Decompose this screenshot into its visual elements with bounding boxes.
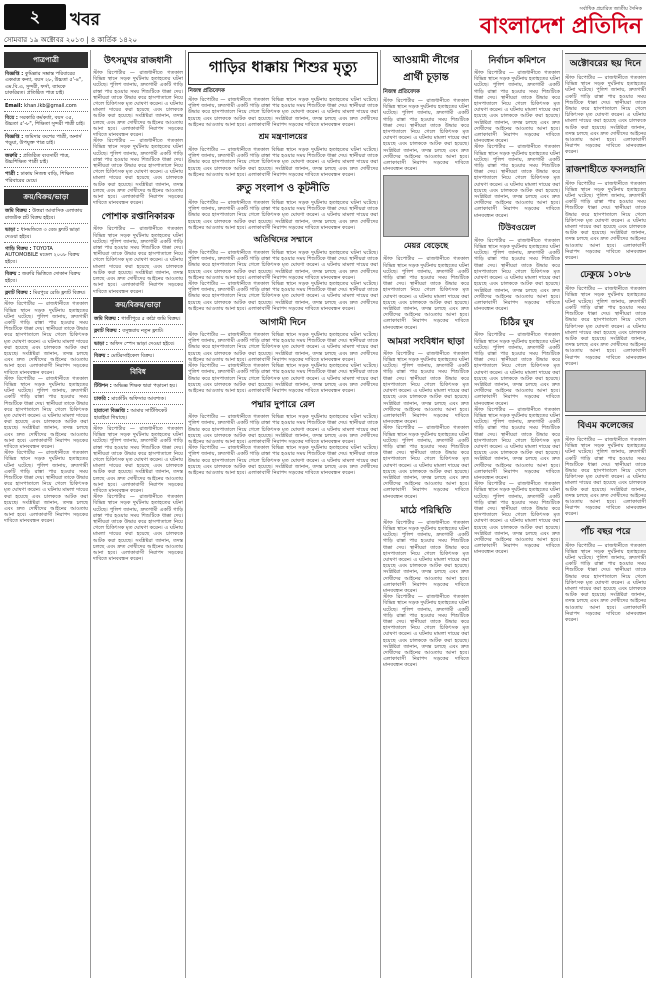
classified-ad-key: বিজ্ঞপ্তি : — [5, 71, 26, 77]
story-headline: রুতু সংলাপ ও কূটনীতি — [236, 183, 330, 195]
story-headline: পোশাক রপ্তানিকারক — [101, 212, 175, 223]
classified-ad-key: বিক্রয় : — [94, 352, 111, 359]
body-text: স্টাফ রিপোর্টার — রাজধানীতে গতকাল বিভিন্ন স্থানে সড়ক দুর্ঘটনায় হতাহতের ঘটনা ঘটেছে। পুলিশ জানায়, দ্রুতগামী একটি গাড়ি রাস্তা পার হওয়ার সময় শিশুটিকে ধাক্কা দেয়। স্থানীয়রা তাকে উদ্ধার করে হাসপাতালে নিয়ে গেলে চিকিৎসক মৃত ঘোষণা করেন। এ ঘটনায় মামলা দায়ের করা হয়েছে এবং চালককে আটক করা হয়েছে। সংশ্লিষ্টরা জানান, তদন্ত চলছে এবং দ্রুত দোষীদের আইনের আওতায় আনা হবে। এলাকাবাসী নিরাপদ সড়কের দাবিতে মানববন্ধন করেন। — [565, 436, 646, 518]
page-number: ২ — [4, 4, 66, 30]
body-text: স্টাফ রিপোর্টার — রাজধানীতে গতকাল বিভিন্ন স্থানে সড়ক দুর্ঘটনায় হতাহতের ঘটনা ঘটেছে। পুলিশ জানায়, দ্রুতগামী একটি গাড়ি রাস্তা পার হওয়ার সময় শিশুটিকে ধাক্কা দেয়। স্থানীয়রা তাকে উদ্ধার করে হাসপাতালে নিয়ে গেলে চিকিৎসক মৃত ঘোষণা করেন। এ ঘটনায় মামলা দায়ের করা হয়েছে এবং চালককে আটক করা হয়েছে। সংশ্লিষ্টরা জানান, তদন্ত চলছে এবং দ্রুত দোষীদের আইনের আওতায় আনা হবে। এলাকাবাসী নিরাপদ সড়কের দাবিতে মানববন্ধন করেন। — [383, 519, 469, 594]
column-divider — [562, 50, 563, 978]
dateline: সোমবার ১৯ অক্টোবর ২০১৩ | ৪ কার্তিক ১৪২০ — [4, 36, 138, 44]
middle-column — [383, 50, 469, 978]
classified-ad-key: ফ্ল্যাট বিক্রয় : — [5, 289, 34, 296]
classified-ad-text: উত্তরা আবাসিক এলাকায় রাজউক প্লট বিক্রয় হইবে। — [5, 208, 83, 221]
classified-ad — [4, 114, 88, 131]
body-text: স্টাফ রিপোর্টার — রাজধানীতে গতকাল বিভিন্ন স্থানে সড়ক দুর্ঘটনায় হতাহতের ঘটনা ঘটেছে। পুলিশ জানায়, দ্রুতগামী একটি গাড়ি রাস্তা পার হওয়ার সময় শিশুটিকে ধাক্কা দেয়। স্থানীয়রা তাকে উদ্ধার করে হাসপাতালে নিয়ে গেলে চিকিৎসক মৃত ঘোষণা করেন। এ ঘটনায় মামলা দায়ের করা হয়েছে এবং চালককে আটক করা হয়েছে। সংশ্লিষ্টরা জানান, তদন্ত চলছে এবং দ্রুত দোষীদের আইনের আওতায় আনা হবে। এলাকাবাসী নিরাপদ সড়কের দাবিতে মানববন্ধন করেন। — [474, 70, 560, 145]
classified-ad-text: মার্কেটিং অফিসার আবশ্যক। — [111, 395, 166, 402]
story-headline: আমরা সংবিধান ছাড়া — [387, 336, 465, 347]
classified-ad-key: বিয়ে : — [5, 115, 20, 122]
classified-ad-key: জমি বিক্রয় : — [5, 208, 33, 215]
classified-ad-text: জরুরি ভিত্তিতে দোকান বিক্রয় হইবে। — [5, 271, 81, 284]
classified-ad-text: জমিদার বংশের পাত্রী, অনার্স পড়ুয়া, উপযুক্ত পাত্র চাই। — [5, 133, 82, 147]
column-divider — [185, 50, 186, 978]
body-text: স্টাফ রিপোর্টার — রাজধানীতে গতকাল বিভিন্ন স্থানে সড়ক দুর্ঘটনায় হতাহতের ঘটনা ঘটেছে। পুলিশ জানায়, দ্রুতগামী একটি গাড়ি রাস্তা পার হওয়ার সময় শিশুটিকে ধাক্কা দেয়। স্থানীয়রা তাকে উদ্ধার করে হাসপাতালে নিয়ে গেলে চিকিৎসক মৃত ঘোষণা করেন। এ ঘটনায় মামলা দায়ের করা হয়েছে এবং চালককে আটক করা হয়েছে। সংশ্লিষ্টরা জানান, তদন্ত চলছে এবং দ্রুত দোষীদের আইনের আওতায় আনা হবে। এলাকাবাসী নিরাপদ সড়কের দাবিতে মানববন্ধন করেন। — [4, 301, 88, 376]
byline: নিজস্ব প্রতিবেদক — [188, 88, 225, 94]
classifieds-column-1 — [4, 50, 88, 978]
classified-ad-key: ফ্ল্যাট বিক্রয় : — [94, 328, 123, 335]
body-text: স্টাফ রিপোর্টার — রাজধানীতে গতকাল বিভিন্ন স্থানে সড়ক দুর্ঘটনায় হতাহতের ঘটনা ঘটেছে। পুলিশ জানায়, দ্রুতগামী একটি গাড়ি রাস্তা পার হওয়ার সময় শিশুটিকে ধাক্কা দেয়। স্থানীয়রা তাকে উদ্ধার করে হাসপাতালে নিয়ে গেলে চিকিৎসক মৃত ঘোষণা করেন। এ ঘটনায় মামলা দায়ের করা হয়েছে এবং চালককে আটক করা হয়েছে। সংশ্লিষ্টরা জানান, তদন্ত চলছে এবং দ্রুত দোষীদের আইনের আওতায় আনা হবে। এলাকাবাসী নিরাপদ সড়কের দাবিতে মানববন্ধন করেন। — [4, 375, 88, 451]
classified-ad-text: কুমিল্লার সম্ভ্রান্ত পরিবারের একমাত্র কন্যা, বয়স ২৮, উচ্চতা ৫'-৪", এম.বি.এ, সুন্দরী, ফর্সা, ব্যাংকে চাকরিরত। প্রতিষ্ঠিত পাত্র চাই। — [5, 71, 83, 97]
classified-ad — [93, 395, 183, 405]
body-text: স্টাফ রিপোর্টার — রাজধানীতে গতকাল বিভিন্ন স্থানে সড়ক দুর্ঘটনায় হতাহতের ঘটনা ঘটেছে। পুলিশ জানায়, দ্রুতগামী একটি গাড়ি রাস্তা পার হওয়ার সময় শিশুটিকে ধাক্কা দেয়। স্থানীয়রা তাকে উদ্ধার করে হাসপাতালে নিয়ে গেলে চিকিৎসক মৃত ঘোষণা করেন। এ ঘটনায় মামলা দায়ের করা হয়েছে এবং চালককে আটক করা হয়েছে। সংশ্লিষ্টরা জানান, তদন্ত চলছে এবং দ্রুত দোষীদের আইনের আওতায় আনা হবে। এলাকাবাসী নিরাপদ সড়কের দাবিতে মানববন্ধন করেন। — [188, 363, 378, 394]
classified-ad-key: বিজ্ঞপ্তি : — [5, 133, 26, 140]
classified-ad-text: প্রতিষ্ঠিত ব্যবসায়ী পাত্র, উচ্চশিক্ষিত পাত্রী চাই। — [5, 152, 70, 166]
body-text: স্টাফ রিপোর্টার — রাজধানীতে গতকাল বিভিন্ন স্থানে সড়ক দুর্ঘটনায় হতাহতের ঘটনা ঘটেছে। পুলিশ জানায়, দ্রুতগামী একটি গাড়ি রাস্তা পার হওয়ার সময় শিশুটিকে ধাক্কা দেয়। স্থানীয়রা তাকে উদ্ধার করে হাসপাতালে নিয়ে গেলে চিকিৎসক মৃত ঘোষণা করেন। এ ঘটনায় মামলা দায়ের করা হয়েছে এবং চালককে আটক করা হয়েছে। সংশ্লিষ্টরা জানান, তদন্ত চলছে এবং দ্রুত দোষীদের আইনের আওতায় আনা হবে। এলাকাবাসী নিরাপদ সড়কের দাবিতে মানববন্ধন করেন। — [383, 350, 469, 426]
classifieds-banner: ক্রয়/বিক্রয়/ভাড়া — [4, 189, 88, 205]
classified-ad-key: হারানো বিজ্ঞপ্তি : — [94, 408, 131, 415]
body-text: স্টাফ রিপোর্টার — রাজধানীতে গতকাল বিভিন্ন স্থানে সড়ক দুর্ঘটনায় হতাহতের ঘটনা ঘটেছে। পুলিশ জানায়, দ্রুতগামী একটি গাড়ি রাস্তা পার হওয়ার সময় শিশুটিকে ধাক্কা দেয়। স্থানীয়রা তাকে উদ্ধার করে হাসপাতালে নিয়ে গেলে চিকিৎসক মৃত ঘোষণা করেন। এ ঘটনায় মামলা দায়ের করা হয়েছে এবং চালককে আটক করা হয়েছে। সংশ্লিষ্টরা জানান, তদন্ত চলছে এবং দ্রুত দোষীদের আইনের আওতায় আনা হবে। এলাকাবাসী নিরাপদ সড়কের দাবিতে মানববন্ধন করেন। — [383, 256, 469, 331]
story-headline: মাঠে পরিস্থিতি — [400, 505, 452, 516]
classified-ad — [93, 340, 183, 350]
body-text: স্টাফ রিপোর্টার — রাজধানীতে গতকাল বিভিন্ন স্থানে সড়ক দুর্ঘটনায় হতাহতের ঘটনা ঘটেছে। পুলিশ জানায়, দ্রুতগামী একটি গাড়ি রাস্তা পার হওয়ার সময় শিশুটিকে ধাক্কা দেয়। স্থানীয়রা তাকে উদ্ধার করে হাসপাতালে নিয়ে গেলে চিকিৎসক মৃত ঘোষণা করেন। এ ঘটনায় মামলা দায়ের করা হয়েছে এবং চালককে আটক করা হয়েছে। সংশ্লিষ্টরা জানান, তদন্ত চলছে এবং দ্রুত দোষীদের আইনের আওতায় আনা হবে। এলাকাবাসী নিরাপদ সড়কের দাবিতে মানববন্ধন করেন। — [188, 97, 378, 128]
lead-headline: গাড়ির ধাক্কায় শিশুর মৃত্যু — [188, 52, 378, 85]
classified-ad — [93, 327, 183, 337]
body-text: স্টাফ রিপোর্টার — রাজধানীতে গতকাল বিভিন্ন স্থানে সড়ক দুর্ঘটনায় হতাহতের ঘটনা ঘটেছে। পুলিশ জানায়, দ্রুতগামী একটি গাড়ি রাস্তা পার হওয়ার সময় শিশুটিকে ধাক্কা দেয়। স্থানীয়রা তাকে উদ্ধার করে হাসপাতালে নিয়ে গেলে চিকিৎসক মৃত ঘোষণা করেন। এ ঘটনায় মামলা দায়ের করা হয়েছে এবং চালককে আটক করা হয়েছে। সংশ্লিষ্টরা জানান, তদন্ত চলছে এবং দ্রুত দোষীদের আইনের আওতায় আনা হবে। এলাকাবাসী নিরাপদ সড়কের দাবিতে মানববন্ধন করেন। — [93, 70, 183, 139]
section-title: খবর — [70, 10, 100, 30]
classified-ad-key: জমি বিক্রয় : — [94, 315, 122, 322]
classified-ad-key: ভাড়া : — [5, 227, 21, 234]
classified-ad-text: আমার সার্টিফিকেট হারাইয়া গিয়াছে। — [94, 408, 168, 421]
classified-ad-text: অফিস স্পেস ভাড়া দেওয়া হইবে। — [109, 340, 175, 347]
body-text: স্টাফ রিপোর্টার — রাজধানীতে গতকাল বিভিন্ন স্থানে সড়ক দুর্ঘটনায় হতাহতের ঘটনা ঘটেছে। পুলিশ জানায়, দ্রুতগামী একটি গাড়ি রাস্তা পার হওয়ার সময় শিশুটিকে ধাক্কা দেয়। স্থানীয়রা তাকে উদ্ধার করে হাসপাতালে নিয়ে গেলে চিকিৎসক মৃত ঘোষণা করেন। এ ঘটনায় মামলা দায়ের করা হয়েছে এবং চালককে আটক করা হয়েছে। সংশ্লিষ্টরা জানান, তদন্ত চলছে এবং দ্রুত দোষীদের আইনের আওতায় আনা হবে। এলাকাবাসী নিরাপদ সড়কের দাবিতে মানববন্ধন করেন। — [474, 481, 560, 556]
classified-ad — [4, 102, 88, 112]
body-text: স্টাফ রিপোর্টার — রাজধানীতে গতকাল বিভিন্ন স্থানে সড়ক দুর্ঘটনায় হতাহতের ঘটনা ঘটেছে। পুলিশ জানায়, দ্রুতগামী একটি গাড়ি রাস্তা পার হওয়ার সময় শিশুটিকে ধাক্কা দেয়। স্থানীয়রা তাকে উদ্ধার করে হাসপাতালে নিয়ে গেলে চিকিৎসক মৃত ঘোষণা করেন। এ ঘটনায় মামলা দায়ের করা হয়েছে এবং চালককে আটক করা হয়েছে। সংশ্লিষ্টরা জানান, তদন্ত চলছে এবং দ্রুত দোষীদের আইনের আওতায় আনা হবে। এলাকাবাসী নিরাপদ সড়কের দাবিতে মানববন্ধন করেন। — [474, 332, 560, 407]
classified-ad — [4, 270, 88, 287]
masthead — [4, 4, 646, 44]
classifieds-column-2 — [93, 50, 183, 978]
classified-ad-key: জরুরি : — [5, 152, 23, 159]
classified-ad — [4, 170, 88, 187]
subheadline: অতিথিদের সম্মানে — [253, 235, 313, 245]
body-text: স্টাফ রিপোর্টার — রাজধানীতে গতকাল বিভিন্ন স্থানে সড়ক দুর্ঘটনায় হতাহতের ঘটনা ঘটেছে। পুলিশ জানায়, দ্রুতগামী একটি গাড়ি রাস্তা পার হওয়ার সময় শিশুটিকে ধাক্কা দেয়। স্থানীয়রা তাকে উদ্ধার করে হাসপাতালে নিয়ে গেলে চিকিৎসক মৃত ঘোষণা করেন। এ ঘটনায় মামলা দায়ের করা হয়েছে এবং চালককে আটক করা হয়েছে। সংশ্লিষ্টরা জানান, তদন্ত চলছে এবং দ্রুত দোষীদের আইনের আওতায় আনা হবে। এলাকাবাসী নিরাপদ সড়কের দাবিতে মানববন্ধন করেন। — [474, 237, 560, 313]
classified-ad-text: বসুন্ধরায় নতুন ফ্ল্যাট। — [122, 328, 164, 335]
body-text: স্টাফ রিপোর্টার — রাজধানীতে গতকাল বিভিন্ন স্থানে সড়ক দুর্ঘটনায় হতাহতের ঘটনা ঘটেছে। পুলিশ জানায়, দ্রুতগামী একটি গাড়ি রাস্তা পার হওয়ার সময় শিশুটিকে ধাক্কা দেয়। স্থানীয়রা তাকে উদ্ধার করে হাসপাতালে নিয়ে গেলে চিকিৎসক মৃত ঘোষণা করেন। এ ঘটনায় মামলা দায়ের করা হয়েছে এবং চালককে আটক করা হয়েছে। সংশ্লিষ্টরা জানান, তদন্ত চলছে এবং দ্রুত দোষীদের আইনের আওতায় আনা হবে। এলাকাবাসী নিরাপদ সড়কের দাবিতে মানববন্ধন করেন। — [565, 542, 646, 623]
story-headline: আগামী দিনে — [259, 318, 306, 329]
story-headline: উৎসমুখর রাজধানী — [104, 56, 172, 66]
classified-ad — [93, 315, 183, 325]
column-divider — [380, 50, 381, 978]
logo-title: বাংলাদেশ প্রতিদিন — [479, 13, 642, 39]
classified-ad — [93, 407, 183, 424]
classified-ad-text: মিরপুরে রেডি ফ্ল্যাট বিক্রয়। — [33, 289, 86, 296]
far-right-column — [565, 50, 646, 978]
body-text: স্টাফ রিপোর্টার — রাজধানীতে গতকাল বিভিন্ন স্থানে সড়ক দুর্ঘটনায় হতাহতের ঘটনা ঘটেছে। পুলিশ জানায়, দ্রুতগামী একটি গাড়ি রাস্তা পার হওয়ার সময় শিশুটিকে ধাক্কা দেয়। স্থানীয়রা তাকে উদ্ধার করে হাসপাতালে নিয়ে গেলে চিকিৎসক মৃত ঘোষণা করেন। এ ঘটনায় মামলা দায়ের করা হয়েছে এবং চালককে আটক করা হয়েছে। সংশ্লিষ্টরা জানান, তদন্ত চলছে এবং দ্রুত দোষীদের আইনের আওতায় আনা হবে। এলাকাবাসী নিরাপদ সড়কের দাবিতে মানববন্ধন করেন। — [383, 98, 469, 173]
classified-ad — [93, 352, 183, 362]
subheadline: শ্রম মন্ত্রণালয়ের — [258, 132, 308, 142]
body-text: স্টাফ রিপোর্টার — রাজধানীতে গতকাল বিভিন্ন স্থানে সড়ক দুর্ঘটনায় হতাহতের ঘটনা ঘটেছে। পুলিশ জানায়, দ্রুতগামী একটি গাড়ি রাস্তা পার হওয়ার সময় শিশুটিকে ধাক্কা দেয়। স্থানীয়রা তাকে উদ্ধার করে হাসপাতালে নিয়ে গেলে চিকিৎসক মৃত ঘোষণা করেন। এ ঘটনায় মামলা দায়ের করা হয়েছে এবং চালককে আটক করা হয়েছে। সংশ্লিষ্টরা জানান, তদন্ত চলছে এবং দ্রুত দোষীদের আইনের আওতায় আনা হবে। এলাকাবাসী নিরাপদ সড়কের দাবিতে মানববন্ধন করেন। — [188, 414, 378, 445]
classified-ad-key: টিউশন : — [94, 383, 114, 390]
classified-ad-text: গাজীপুরে ৫ কাঠা জমি বিক্রয়। — [121, 315, 181, 322]
story-headline: আওয়ামী লীগের প্রার্থী চূড়ান্ত — [392, 55, 460, 83]
body-text: স্টাফ রিপোর্টার — রাজধানীতে গতকাল বিভিন্ন স্থানে সড়ক দুর্ঘটনায় হতাহতের ঘটনা ঘটেছে। পুলিশ জানায়, দ্রুতগামী একটি গাড়ি রাস্তা পার হওয়ার সময় শিশুটিকে ধাক্কা দেয়। স্থানীয়রা তাকে উদ্ধার করে হাসপাতালে নিয়ে গেলে চিকিৎসক মৃত ঘোষণা করেন। এ ঘটনায় মামলা দায়ের করা হয়েছে এবং চালককে আটক করা হয়েছে। সংশ্লিষ্টরা জানান, তদন্ত চলছে এবং দ্রুত দোষীদের আইনের আওতায় আনা হবে। এলাকাবাসী নিরাপদ সড়কের দাবিতে মানববন্ধন করেন। — [93, 138, 183, 207]
body-text: স্টাফ রিপোর্টার — রাজধানীতে গতকাল বিভিন্ন স্থানে সড়ক দুর্ঘটনায় হতাহতের ঘটনা ঘটেছে। পুলিশ জানায়, দ্রুতগামী একটি গাড়ি রাস্তা পার হওয়ার সময় শিশুটিকে ধাক্কা দেয়। স্থানীয়রা তাকে উদ্ধার করে হাসপাতালে নিয়ে গেলে চিকিৎসক মৃত ঘোষণা করেন। এ ঘটনায় মামলা দায়ের করা হয়েছে এবং চালককে আটক করা হয়েছে। সংশ্লিষ্টরা জানান, তদন্ত চলছে এবং দ্রুত দোষীদের আইনের আওতায় আনা হবে। এলাকাবাসী নিরাপদ সড়কের দাবিতে মানববন্ধন করেন। — [93, 494, 183, 563]
classified-ad-text: অভিজ্ঞ শিক্ষক দ্বারা পড়ানো হয়। — [113, 383, 177, 390]
body-text: স্টাফ রিপোর্টার — রাজধানীতে গতকাল বিভিন্ন স্থানে সড়ক দুর্ঘটনায় হতাহতের ঘটনা ঘটেছে। পুলিশ জানায়, দ্রুতগামী একটি গাড়ি রাস্তা পার হওয়ার সময় শিশুটিকে ধাক্কা দেয়। স্থানীয়রা তাকে উদ্ধার করে হাসপাতালে নিয়ে গেলে চিকিৎসক মৃত ঘোষণা করেন। এ ঘটনায় মামলা দায়ের করা হয়েছে এবং চালককে আটক করা হয়েছে। সংশ্লিষ্টরা জানান, তদন্ত চলছে এবং দ্রুত দোষীদের আইনের আওতায় আনা হবে। এলাকাবাসী নিরাপদ সড়কের দাবিতে মানববন্ধন করেন। — [383, 425, 469, 500]
column-divider — [90, 50, 91, 978]
classifieds-list — [4, 70, 88, 187]
classified-ad — [4, 133, 88, 150]
body-text: স্টাফ রিপোর্টার — রাজধানীতে গতকাল বিভিন্ন স্থানে সড়ক দুর্ঘটনায় হতাহতের ঘটনা ঘটেছে। পুলিশ জানায়, দ্রুতগামী একটি গাড়ি রাস্তা পার হওয়ার সময় শিশুটিকে ধাক্কা দেয়। স্থানীয়রা তাকে উদ্ধার করে হাসপাতালে নিয়ে গেলে চিকিৎসক মৃত ঘোষণা করেন। এ ঘটনায় মামলা দায়ের করা হয়েছে এবং চালককে আটক করা হয়েছে। সংশ্লিষ্টরা জানান, তদন্ত চলছে এবং দ্রুত দোষীদের আইনের আওতায় আনা হবে। এলাকাবাসী নিরাপদ সড়কের দাবিতে মানববন্ধন করেন। — [188, 200, 378, 231]
body-text: স্টাফ রিপোর্টার — রাজধানীতে গতকাল বিভিন্ন স্থানে সড়ক দুর্ঘটনায় হতাহতের ঘটনা ঘটেছে। পুলিশ জানায়, দ্রুতগামী একটি গাড়ি রাস্তা পার হওয়ার সময় শিশুটিকে ধাক্কা দেয়। স্থানীয়রা তাকে উদ্ধার করে হাসপাতালে নিয়ে গেলে চিকিৎসক মৃত ঘোষণা করেন। এ ঘটনায় মামলা দায়ের করা হয়েছে এবং চালককে আটক করা হয়েছে। সংশ্লিষ্টরা জানান, তদন্ত চলছে এবং দ্রুত দোষীদের আইনের আওতায় আনা হবে। এলাকাবাসী নিরাপদ সড়কের দাবিতে মানববন্ধন করেন। — [93, 425, 183, 494]
story-headline: ঢেকুয়ে ১০৮৬ — [565, 264, 646, 284]
classified-ad — [4, 289, 88, 299]
classified-ad — [4, 207, 88, 224]
classified-ad-text: TOYOTA AUTOMOBILE মডেল ২০০৮ বিক্রয় হইবে। — [5, 245, 80, 265]
classified-ad-key: গাড়ি বিক্রয় : — [5, 245, 34, 252]
news-photo — [565, 370, 646, 412]
classifieds-list — [93, 315, 183, 363]
news-photo — [383, 175, 469, 237]
byline: নিজস্ব প্রতিবেদক — [383, 89, 420, 95]
classified-ad-text: ঢাকায় নিজস্ব বাড়ি, শিক্ষিত পরিবারের মেয়ে। — [5, 171, 74, 184]
column-divider — [471, 50, 472, 978]
masthead-rule — [4, 45, 646, 47]
newspaper-logo — [480, 6, 642, 38]
classified-ad-key: চাকরি : — [94, 395, 112, 402]
classifieds-list — [93, 382, 183, 424]
story-headline: বিএম কলেজের — [565, 415, 646, 435]
classified-ad — [4, 152, 88, 169]
classified-ad — [4, 245, 88, 268]
body-text: স্টাফ রিপোর্টার — রাজধানীতে গতকাল বিভিন্ন স্থানে সড়ক দুর্ঘটনায় হতাহতের ঘটনা ঘটেছে। পুলিশ জানায়, দ্রুতগামী একটি গাড়ি রাস্তা পার হওয়ার সময় শিশুটিকে ধাক্কা দেয়। স্থানীয়রা তাকে উদ্ধার করে হাসপাতালে নিয়ে গেলে চিকিৎসক মৃত ঘোষণা করেন। এ ঘটনায় মামলা দায়ের করা হয়েছে এবং চালককে আটক করা হয়েছে। সংশ্লিষ্টরা জানান, তদন্ত চলছে এবং দ্রুত দোষীদের আইনের আওতায় আনা হবে। এলাকাবাসী নিরাপদ সড়কের দাবিতে মানববন্ধন করেন। — [565, 75, 646, 156]
body-text: স্টাফ রিপোর্টার — রাজধানীতে গতকাল বিভিন্ন স্থানে সড়ক দুর্ঘটনায় হতাহতের ঘটনা ঘটেছে। পুলিশ জানায়, দ্রুতগামী একটি গাড়ি রাস্তা পার হওয়ার সময় শিশুটিকে ধাক্কা দেয়। স্থানীয়রা তাকে উদ্ধার করে হাসপাতালে নিয়ে গেলে চিকিৎসক মৃত ঘোষণা করেন। এ ঘটনায় মামলা দায়ের করা হয়েছে এবং চালককে আটক করা হয়েছে। সংশ্লিষ্টরা জানান, তদন্ত চলছে এবং দ্রুত দোষীদের আইনের আওতায় আনা হবে। এলাকাবাসী নিরাপদ সড়কের দাবিতে মানববন্ধন করেন। — [93, 226, 183, 295]
body-text: স্টাফ রিপোর্টার — রাজধানীতে গতকাল বিভিন্ন স্থানে সড়ক দুর্ঘটনায় হতাহতের ঘটনা ঘটেছে। পুলিশ জানায়, দ্রুতগামী একটি গাড়ি রাস্তা পার হওয়ার সময় শিশুটিকে ধাক্কা দেয়। স্থানীয়রা তাকে উদ্ধার করে হাসপাতালে নিয়ে গেলে চিকিৎসক মৃত ঘোষণা করেন। এ ঘটনায় মামলা দায়ের করা হয়েছে এবং চালককে আটক করা হয়েছে। সংশ্লিষ্টরা জানান, তদন্ত চলছে এবং দ্রুত দোষীদের আইনের আওতায় আনা হবে। এলাকাবাসী নিরাপদ সড়কের দাবিতে মানববন্ধন করেন। — [565, 286, 646, 367]
classifieds-banner: বিবিধ — [93, 364, 183, 380]
classified-ad-key: পাত্রী : — [5, 171, 21, 178]
body-text: স্টাফ রিপোর্টার — রাজধানীতে গতকাল বিভিন্ন স্থানে সড়ক দুর্ঘটনায় হতাহতের ঘটনা ঘটেছে। পুলিশ জানায়, দ্রুতগামী একটি গাড়ি রাস্তা পার হওয়ার সময় শিশুটিকে ধাক্কা দেয়। স্থানীয়রা তাকে উদ্ধার করে হাসপাতালে নিয়ে গেলে চিকিৎসক মৃত ঘোষণা করেন। এ ঘটনায় মামলা দায়ের করা হয়েছে এবং চালককে আটক করা হয়েছে। সংশ্লিষ্টরা জানান, তদন্ত চলছে এবং দ্রুত দোষীদের আইনের আওতায় আনা হবে। এলাকাবাসী নিরাপদ সড়কের দাবিতে মানববন্ধন করেন। — [474, 406, 560, 481]
story-headline: নির্বাচন কমিশনে — [488, 56, 546, 66]
body-text: স্টাফ রিপোর্টার — রাজধানীতে গতকাল বিভিন্ন স্থানে সড়ক দুর্ঘটনায় হতাহতের ঘটনা ঘটেছে। পুলিশ জানায়, দ্রুতগামী একটি গাড়ি রাস্তা পার হওয়ার সময় শিশুটিকে ধাক্কা দেয়। স্থানীয়রা তাকে উদ্ধার করে হাসপাতালে নিয়ে গেলে চিকিৎসক মৃত ঘোষণা করেন। এ ঘটনায় মামলা দায়ের করা হয়েছে এবং চালককে আটক করা হয়েছে। সংশ্লিষ্টরা জানান, তদন্ত চলছে এবং দ্রুত দোষীদের আইনের আওতায় আনা হবে। এলাকাবাসী নিরাপদ সড়কের দাবিতে মানববন্ধন করেন। — [565, 180, 646, 262]
classified-ad-key: বিক্রয় : — [5, 271, 22, 278]
classified-ad-text: মোটরসাইকেল বিক্রয়। — [110, 352, 154, 359]
classified-ad — [93, 382, 183, 392]
body-text: স্টাফ রিপোর্টার — রাজধানীতে গতকাল বিভিন্ন স্থানে সড়ক দুর্ঘটনায় হতাহতের ঘটনা ঘটেছে। পুলিশ জানায়, দ্রুতগামী একটি গাড়ি রাস্তা পার হওয়ার সময় শিশুটিকে ধাক্কা দেয়। স্থানীয়রা তাকে উদ্ধার করে হাসপাতালে নিয়ে গেলে চিকিৎসক মৃত ঘোষণা করেন। এ ঘটনায় মামলা দায়ের করা হয়েছে এবং চালককে আটক করা হয়েছে। সংশ্লিষ্টরা জানান, তদন্ত চলছে এবং দ্রুত দোষীদের আইনের আওতায় আনা হবে। এলাকাবাসী নিরাপদ সড়কের দাবিতে মানববন্ধন করেন। — [4, 450, 88, 525]
classifieds-banner: পাত্রপাত্রী — [4, 52, 88, 68]
body-text: স্টাফ রিপোর্টার — রাজধানীতে গতকাল বিভিন্ন স্থানে সড়ক দুর্ঘটনায় হতাহতের ঘটনা ঘটেছে। পুলিশ জানায়, দ্রুতগামী একটি গাড়ি রাস্তা পার হওয়ার সময় শিশুটিকে ধাক্কা দেয়। স্থানীয়রা তাকে উদ্ধার করে হাসপাতালে নিয়ে গেলে চিকিৎসক মৃত ঘোষণা করেন। এ ঘটনায় মামলা দায়ের করা হয়েছে এবং চালককে আটক করা হয়েছে। সংশ্লিষ্টরা জানান, তদন্ত চলছে এবং দ্রুত দোষীদের আইনের আওতায় আনা হবে। এলাকাবাসী নিরাপদ সড়কের দাবিতে মানববন্ধন করেন। — [188, 250, 378, 281]
body-text: স্টাফ রিপোর্টার — রাজধানীতে গতকাল বিভিন্ন স্থানে সড়ক দুর্ঘটনায় হতাহতের ঘটনা ঘটেছে। পুলিশ জানায়, দ্রুতগামী একটি গাড়ি রাস্তা পার হওয়ার সময় শিশুটিকে ধাক্কা দেয়। স্থানীয়রা তাকে উদ্ধার করে হাসপাতালে নিয়ে গেলে চিকিৎসক মৃত ঘোষণা করেন। এ ঘটনায় মামলা দায়ের করা হয়েছে এবং চালককে আটক করা হয়েছে। সংশ্লিষ্টরা জানান, তদন্ত চলছে এবং দ্রুত দোষীদের আইনের আওতায় আনা হবে। এলাকাবাসী নিরাপদ সড়কের দাবিতে মানববন্ধন করেন। — [188, 332, 378, 363]
body-text: স্টাফ রিপোর্টার — রাজধানীতে গতকাল বিভিন্ন স্থানে সড়ক দুর্ঘটনায় হতাহতের ঘটনা ঘটেছে। পুলিশ জানায়, দ্রুতগামী একটি গাড়ি রাস্তা পার হওয়ার সময় শিশুটিকে ধাক্কা দেয়। স্থানীয়রা তাকে উদ্ধার করে হাসপাতালে নিয়ে গেলে চিকিৎসক মৃত ঘোষণা করেন। এ ঘটনায় মামলা দায়ের করা হয়েছে এবং চালককে আটক করা হয়েছে। সংশ্লিষ্টরা জানান, তদন্ত চলছে এবং দ্রুত দোষীদের আইনের আওতায় আনা হবে। এলাকাবাসী নিরাপদ সড়কের দাবিতে মানববন্ধন করেন। — [188, 281, 378, 312]
story-headline: রাজশাহীতে ফসলহানি — [565, 159, 646, 179]
classified-ad-text: সরকারি কর্মকর্তা, বয়স ৩৫, উচ্চতা ৫'-৮", শিক্ষিতা সুন্দরী পাত্রী চাই। — [5, 115, 85, 128]
logo-tagline: সর্বাধিক প্রচারিত জাতীয় দৈনিক — [579, 6, 642, 12]
story-headline: পদ্মার দুপারে রেল — [251, 400, 315, 411]
body-text: স্টাফ রিপোর্টার — রাজধানীতে গতকাল বিভিন্ন স্থানে সড়ক দুর্ঘটনায় হতাহতের ঘটনা ঘটেছে। পুলিশ জানায়, দ্রুতগামী একটি গাড়ি রাস্তা পার হওয়ার সময় শিশুটিকে ধাক্কা দেয়। স্থানীয়রা তাকে উদ্ধার করে হাসপাতালে নিয়ে গেলে চিকিৎসক মৃত ঘোষণা করেন। এ ঘটনায় মামলা দায়ের করা হয়েছে এবং চালককে আটক করা হয়েছে। সংশ্লিষ্টরা জানান, তদন্ত চলছে এবং দ্রুত দোষীদের আইনের আওতায় আনা হবে। এলাকাবাসী নিরাপদ সড়কের দাবিতে মানববন্ধন করেন। — [188, 445, 378, 476]
subheadline: মেয়র বেড়েছে — [403, 241, 449, 251]
main-news-left — [188, 50, 378, 978]
classified-ad-text: ধানমন্ডিতে ৩ বেড ফ্ল্যাট ভাড়া দেওয়া হইবে। — [5, 227, 80, 240]
story-headline: অক্টোবরের ছয় দিনে — [565, 53, 646, 73]
classifieds-list — [4, 207, 88, 299]
right-news-column — [474, 50, 560, 978]
classified-ad — [4, 70, 88, 100]
story-headline: চিঠির ঘুষ — [500, 318, 534, 329]
body-text: স্টাফ রিপোর্টার — রাজধানীতে গতকাল বিভিন্ন স্থানে সড়ক দুর্ঘটনায় হতাহতের ঘটনা ঘটেছে। পুলিশ জানায়, দ্রুতগামী একটি গাড়ি রাস্তা পার হওয়ার সময় শিশুটিকে ধাক্কা দেয়। স্থানীয়রা তাকে উদ্ধার করে হাসপাতালে নিয়ে গেলে চিকিৎসক মৃত ঘোষণা করেন। এ ঘটনায় মামলা দায়ের করা হয়েছে এবং চালককে আটক করা হয়েছে। সংশ্লিষ্টরা জানান, তদন্ত চলছে এবং দ্রুত দোষীদের আইনের আওতায় আনা হবে। এলাকাবাসী নিরাপদ সড়কের দাবিতে মানববন্ধন করেন। — [188, 147, 378, 178]
classified-ad-key: ভাড়া : — [94, 340, 110, 347]
classifieds-banner: ক্রয়/বিক্রয়/ভাড়া — [93, 297, 183, 313]
classified-ad — [4, 226, 88, 243]
subheadline: টিউবওয়েল — [498, 222, 536, 232]
body-text: স্টাফ রিপোর্টার — রাজধানীতে গতকাল বিভিন্ন স্থানে সড়ক দুর্ঘটনায় হতাহতের ঘটনা ঘটেছে। পুলিশ জানায়, দ্রুতগামী একটি গাড়ি রাস্তা পার হওয়ার সময় শিশুটিকে ধাক্কা দেয়। স্থানীয়রা তাকে উদ্ধার করে হাসপাতালে নিয়ে গেলে চিকিৎসক মৃত ঘোষণা করেন। এ ঘটনায় মামলা দায়ের করা হয়েছে এবং চালককে আটক করা হয়েছে। সংশ্লিষ্টরা জানান, তদন্ত চলছে এবং দ্রুত দোষীদের আইনের আওতায় আনা হবে। এলাকাবাসী নিরাপদ সড়কের দাবিতে মানববন্ধন করেন। — [474, 144, 560, 219]
classified-ad-text: khan.ikb@gmail.com — [24, 102, 77, 109]
body-text: স্টাফ রিপোর্টার — রাজধানীতে গতকাল বিভিন্ন স্থানে সড়ক দুর্ঘটনায় হতাহতের ঘটনা ঘটেছে। পুলিশ জানায়, দ্রুতগামী একটি গাড়ি রাস্তা পার হওয়ার সময় শিশুটিকে ধাক্কা দেয়। স্থানীয়রা তাকে উদ্ধার করে হাসপাতালে নিয়ে গেলে চিকিৎসক মৃত ঘোষণা করেন। এ ঘটনায় মামলা দায়ের করা হয়েছে এবং চালককে আটক করা হয়েছে। সংশ্লিষ্টরা জানান, তদন্ত চলছে এবং দ্রুত দোষীদের আইনের আওতায় আনা হবে। এলাকাবাসী নিরাপদ সড়কের দাবিতে মানববন্ধন করেন। — [383, 594, 469, 669]
story-headline: পাঁচ বছর পরে — [565, 521, 646, 541]
classified-ad-key: Email: — [5, 102, 25, 109]
